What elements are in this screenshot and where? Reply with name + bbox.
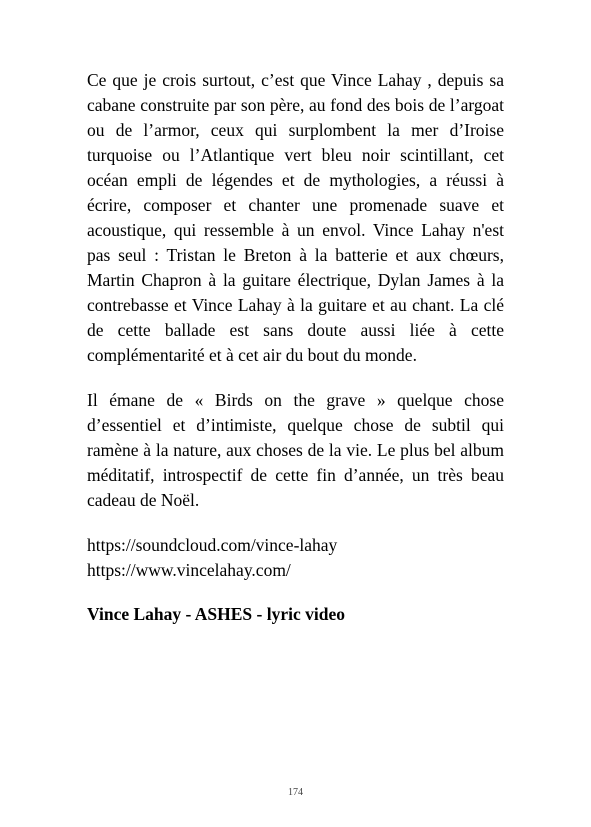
page-number: 174	[288, 787, 303, 798]
website-link[interactable]: https://www.vincelahay.com/	[87, 560, 291, 580]
page-content	[87, 68, 504, 627]
body-paragraph-1: Ce que je crois surtout, c’est que Vince Lahay , depuis sa cabane construite par son père, au fond des bois de l’argoat ou de l’armor, ceux qui surplombent la mer d’Iroise turquoise ou l’Atlantique vert bleu noir scintillant, cet océan empli de légendes et de mythologies, a réussi à écrire, composer et chanter une promenade suave et acoustique, qui ressemble à un envol. Vince Lahay n'est pas seul : Tristan le Breton à la batterie et aux chœurs, Martin Chapron à la guitare électrique, Dylan James à la contrebasse et Vince Lahay à la guitare et au chant. La clé de cette ballade est sans doute aussi liée à cette complémentarité et à cet air du bout du monde.	[87, 70, 504, 365]
body-paragraph-2: Il émane de « Birds on the grave » quelque chose d’essentiel et d’intimiste, quelque chose de subtil qui ramène à la nature, aux choses de la vie. Le plus bel album méditatif, introspectif de cette fin d’année, un très beau cadeau de Noël.	[87, 390, 504, 510]
soundcloud-link[interactable]: https://soundcloud.com/vince-lahay	[87, 535, 338, 555]
link-list	[87, 533, 504, 583]
video-heading: Vince Lahay - ASHES - lyric video	[87, 604, 345, 624]
